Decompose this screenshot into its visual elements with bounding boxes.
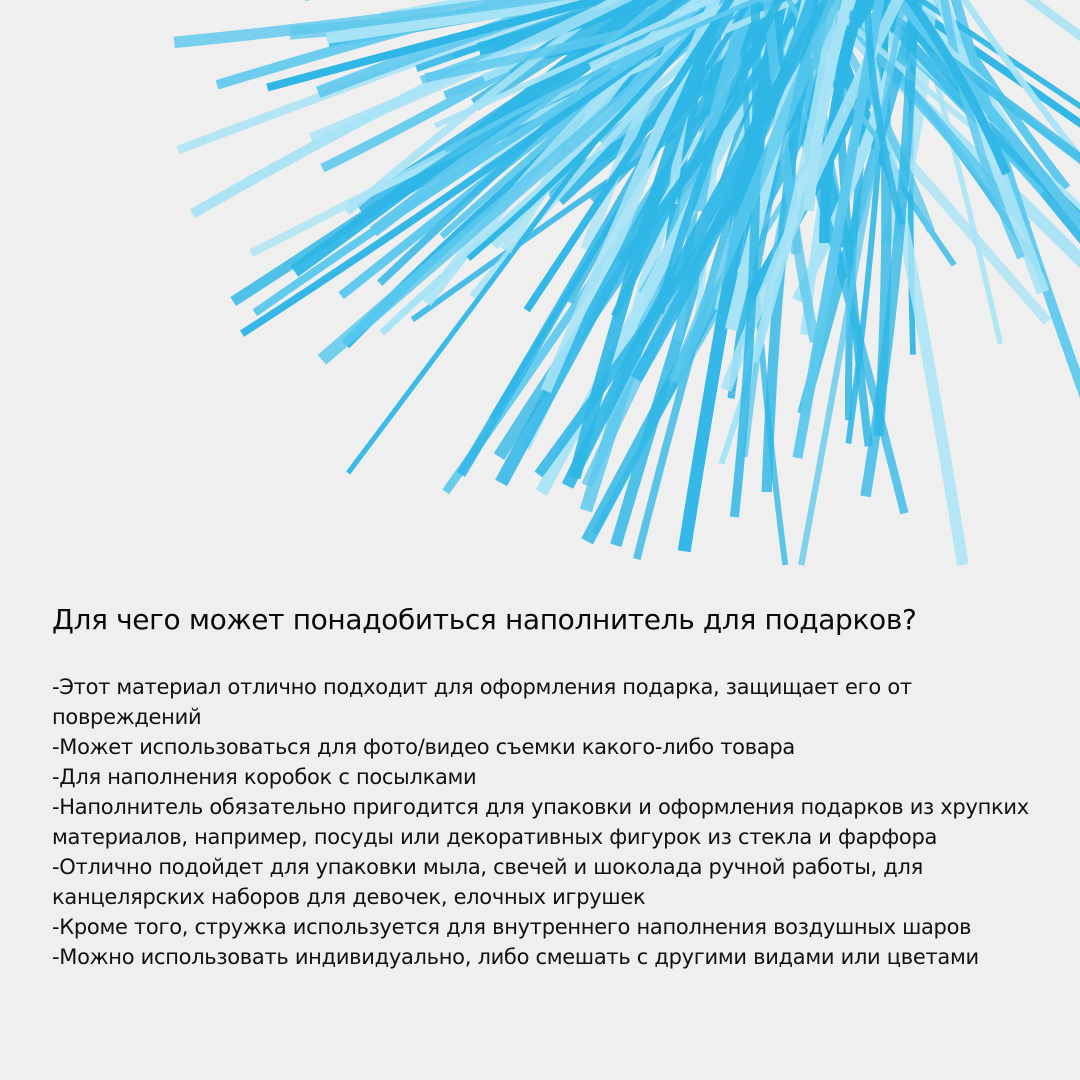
feature-list	[52, 672, 1042, 972]
article	[52, 600, 1042, 972]
list-item: -Наполнитель обязательно пригодится для упаковки и оформления подарков из хрупких материалов, например, посуды или декоративных фигурок из стекла и фарфора	[52, 795, 1029, 849]
list-item: -Может использоваться для фото/видео съемки какого-либо товара	[52, 735, 795, 759]
list-item: -Кроме того, стружка используется для внутреннего наполнения воздушных шаров	[52, 915, 972, 939]
list-item: -Можно использовать индивидуально, либо смешать с другими видами или цветами	[52, 945, 979, 969]
list-item: -Этот материал отлично подходит для оформления подарка, защищает его от повреждений	[52, 675, 912, 729]
list-item: -Для наполнения коробок с посылками	[52, 765, 477, 789]
list-item: -Отлично подойдет для упаковки мыла, свечей и шоколада ручной работы, для канцелярских наборов для девочек, елочных игрушек	[52, 855, 923, 909]
article-title: Для чего может понадобиться наполнитель для подарков?	[52, 603, 917, 636]
